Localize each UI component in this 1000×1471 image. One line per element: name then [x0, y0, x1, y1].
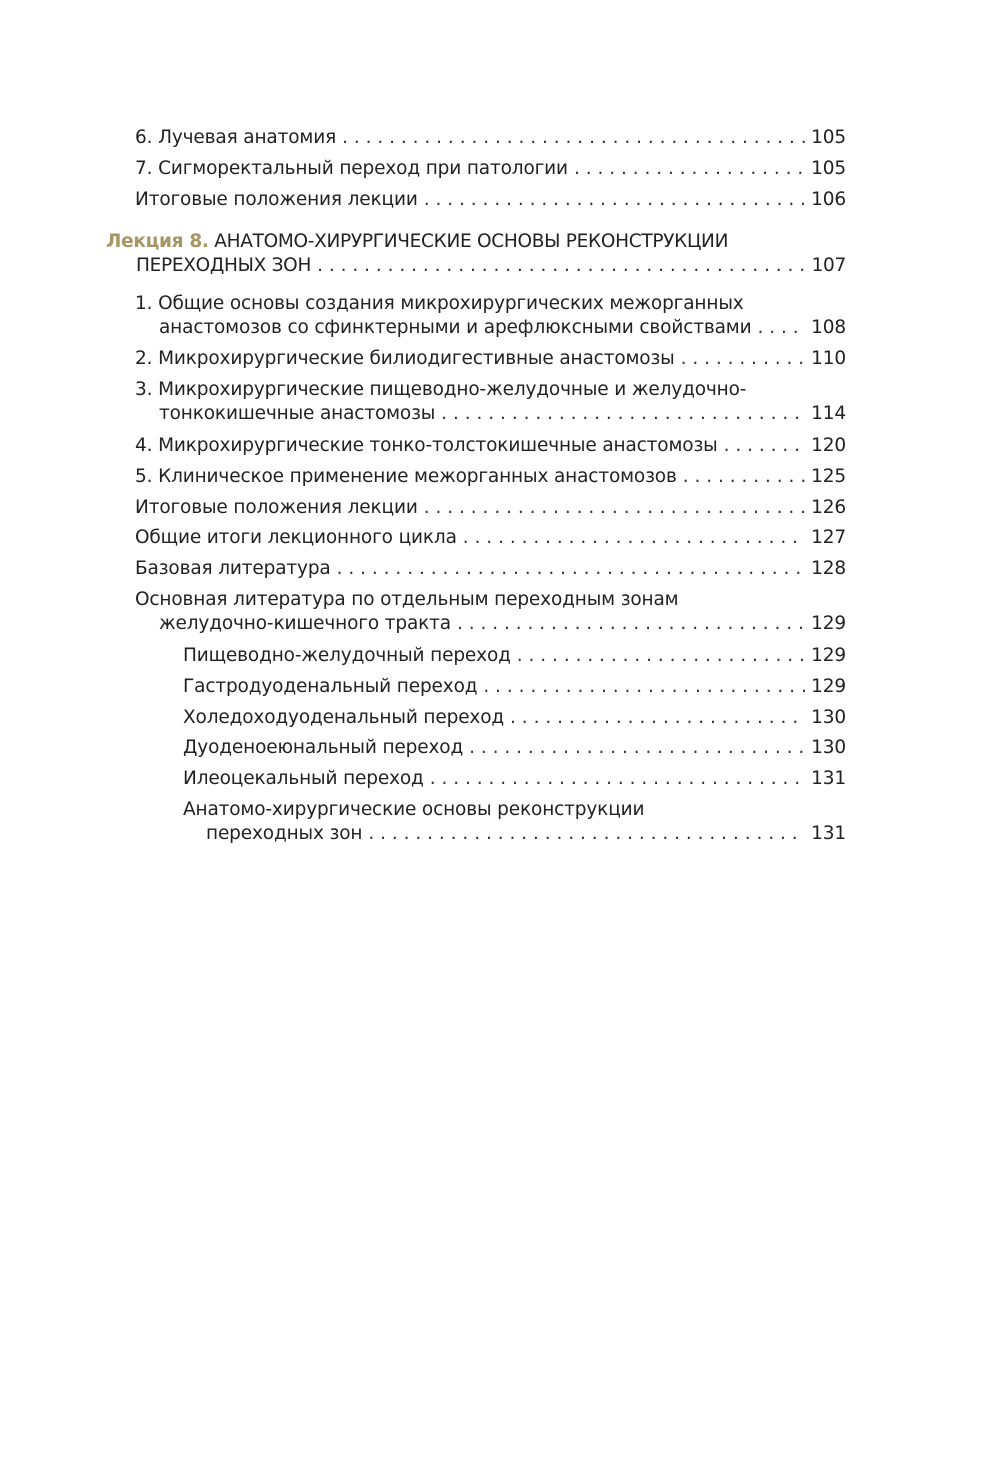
toc-entry-title: Основная литература по отдельным переходным зонам [135, 589, 679, 610]
toc-entry-title: Гастродуоденальный переход [183, 676, 478, 697]
toc-entry-title: Холедоходуоденальный переход [183, 707, 505, 728]
dot-leader [457, 612, 805, 636]
toc-entry-lecture8-heading[interactable] [106, 230, 846, 278]
toc-entry-lecture8-section4[interactable] [135, 434, 846, 458]
toc-entry-esophagogastric[interactable] [183, 644, 846, 668]
toc-page-number: 110 [811, 348, 846, 369]
dot-leader [758, 316, 806, 340]
toc-entry-title: Итоговые положения лекции [135, 497, 418, 518]
dot-leader [424, 188, 805, 212]
toc-page-number: 125 [811, 466, 846, 487]
toc-page-number: 128 [811, 558, 846, 579]
toc-entry-lecture8-section1[interactable] [135, 292, 846, 340]
toc-entry-reconstruction-literature[interactable] [183, 798, 846, 846]
dot-leader [337, 557, 806, 581]
toc-entry-main-literature[interactable] [135, 588, 846, 636]
toc-entry-title: 3. Микрохирургические пищеводно-желудочные и желудочно- [135, 379, 747, 400]
lecture-heading-line1 [106, 230, 728, 254]
dot-leader [574, 157, 805, 181]
toc-page-number: 131 [811, 768, 846, 789]
dot-leader [517, 644, 805, 668]
toc-entry-lecture7-section6[interactable] [135, 126, 846, 150]
dot-leader [469, 736, 805, 760]
toc-page-number: 106 [811, 189, 846, 210]
toc-entry-lecture8-section3[interactable] [135, 378, 846, 426]
toc-entry-duodenojejunal[interactable] [183, 736, 846, 760]
dot-leader [317, 254, 806, 278]
toc-entry-title-cont: тонкокишечные анастомозы [159, 403, 436, 424]
toc-page-number: 129 [811, 645, 846, 666]
toc-entry-title: Анатомо-хирургические основы реконструкции [183, 799, 645, 820]
toc-entry-lecture8-summary[interactable] [135, 496, 846, 520]
lecture-title-cont: ПЕРЕХОДНЫХ ЗОН [136, 255, 312, 276]
toc-entry-title: 5. Клиническое применение межорганных анастомозов [135, 466, 677, 487]
dot-leader [483, 675, 805, 699]
dot-leader [441, 402, 805, 426]
toc-page-number: 120 [811, 435, 846, 456]
toc-page-number: 107 [811, 255, 846, 276]
toc-page-number: 126 [811, 497, 846, 518]
toc-entry-title: Илеоцекальный переход [183, 768, 424, 789]
toc-entry-title-cont: анастомозов со сфинктерными и арефлюксными свойствами [159, 317, 752, 338]
toc-page-number: 108 [811, 317, 846, 338]
toc-page-number: 129 [811, 676, 846, 697]
toc-entry-title-cont: желудочно-кишечного тракта [159, 613, 451, 634]
toc-page-number: 105 [811, 158, 846, 179]
toc-entry-title: Базовая литература [135, 558, 331, 579]
toc-entry-title: Дуоденоеюнальный переход [183, 737, 464, 758]
dot-leader [430, 767, 805, 791]
toc-entry-gastroduodenal[interactable] [183, 675, 846, 699]
toc-page-number: 114 [811, 403, 846, 424]
toc-entry-ileocecal[interactable] [183, 767, 846, 791]
dot-leader [424, 496, 805, 520]
lecture-title: АНАТОМО-ХИРУРГИЧЕСКИЕ ОСНОВЫ РЕКОНСТРУКЦИИ [214, 231, 729, 252]
toc-entry-title: Общие итоги лекционного цикла [135, 527, 457, 548]
toc-page-number: 131 [811, 823, 846, 844]
dot-leader [681, 347, 806, 371]
dot-leader [368, 822, 805, 846]
toc-page-number: 105 [811, 127, 846, 148]
toc-entry-base-literature[interactable] [135, 557, 846, 581]
dot-leader [342, 126, 805, 150]
toc-page-number: 129 [811, 613, 846, 634]
toc-entry-title: 4. Микрохирургические тонко-толстокишечные анастомозы [135, 435, 718, 456]
dot-leader [463, 526, 805, 550]
toc-entry-lecture8-section2[interactable] [135, 347, 846, 371]
dot-leader [510, 706, 805, 730]
toc-page-number: 130 [811, 737, 846, 758]
toc-entry-title: 7. Сигморектальный переход при патологии [135, 158, 568, 179]
toc-entry-title: 2. Микрохирургические билиодигестивные анастомозы [135, 348, 675, 369]
lecture-label: Лекция 8. [106, 231, 209, 252]
dot-leader [724, 434, 806, 458]
toc-entry-cycle-results[interactable] [135, 526, 846, 550]
dot-leader [683, 465, 805, 489]
toc-entry-lecture7-summary[interactable] [135, 188, 846, 212]
toc-entry-title-cont: переходных зон [206, 823, 363, 844]
toc-entry-title: Пищеводно-желудочный переход [183, 645, 511, 666]
toc-entry-lecture7-section7[interactable] [135, 157, 846, 181]
toc-entry-title: 6. Лучевая анатомия [135, 127, 337, 148]
toc-entry-choledochoduodenal[interactable] [183, 706, 846, 730]
toc-entry-title: 1. Общие основы создания микрохирургических межорганных [135, 293, 744, 314]
toc-entry-title: Итоговые положения лекции [135, 189, 418, 210]
toc-page-number: 130 [811, 707, 846, 728]
toc-page-number: 127 [811, 527, 846, 548]
toc-entry-lecture8-section5[interactable] [135, 465, 846, 489]
